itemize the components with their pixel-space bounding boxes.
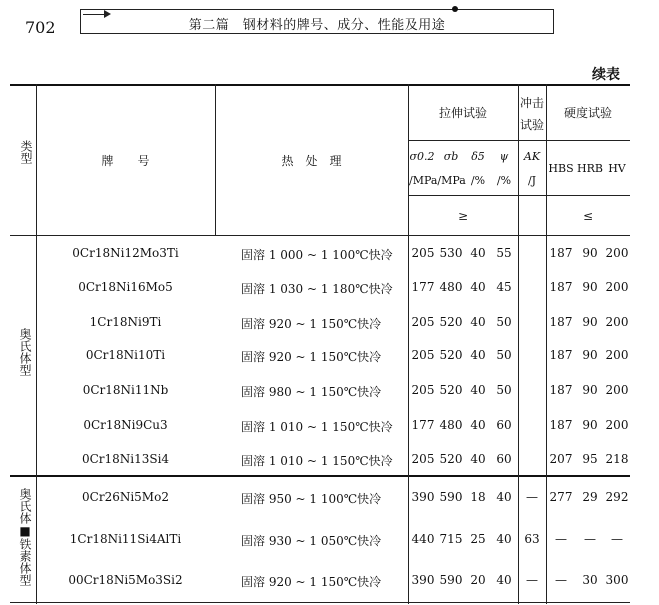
header-heat-treatment: 热 处 理 bbox=[281, 154, 342, 168]
header-grade: 牌 号 bbox=[101, 154, 150, 168]
sigmab-cell: 530 bbox=[439, 246, 463, 260]
hbs-cell: — bbox=[555, 532, 567, 546]
delta5-cell: 40 bbox=[470, 348, 486, 362]
header-sub-rule-2 bbox=[408, 195, 630, 196]
header-psi: ψ bbox=[499, 150, 509, 163]
delta5-cell: 40 bbox=[470, 315, 486, 329]
sigmab-cell: 480 bbox=[439, 418, 463, 432]
header-sigmab: σb bbox=[443, 150, 459, 163]
grade-cell: 1Cr18Ni9Ti bbox=[89, 315, 162, 329]
psi-cell: 40 bbox=[496, 532, 512, 546]
heat-treatment-cell: 固溶 920 ~ 1 150℃快冷 bbox=[241, 575, 382, 589]
heat-treatment-cell: 固溶 920 ~ 1 150℃快冷 bbox=[241, 317, 382, 331]
psi-cell: 45 bbox=[496, 280, 512, 294]
hbs-cell: 187 bbox=[549, 418, 573, 432]
header-type: 类型 bbox=[19, 140, 33, 164]
delta5-cell: 40 bbox=[470, 280, 486, 294]
header-ak: AK bbox=[523, 150, 541, 163]
hbs-cell: 277 bbox=[549, 490, 573, 504]
header-hbs: HBS bbox=[548, 162, 574, 175]
sigmab-cell: 480 bbox=[439, 280, 463, 294]
hv-cell: 200 bbox=[605, 383, 629, 397]
header-unit-mpa: /MPa/MPa bbox=[409, 174, 466, 187]
hrb-cell: 90 bbox=[582, 280, 598, 294]
heat-treatment-cell: 固溶 1 030 ~ 1 180℃快冷 bbox=[241, 282, 393, 296]
hrb-cell: 90 bbox=[582, 418, 598, 432]
sigma02-cell: 205 bbox=[411, 383, 435, 397]
psi-cell: 60 bbox=[496, 418, 512, 432]
hrb-cell: 30 bbox=[582, 573, 598, 587]
sigma02-cell: 205 bbox=[411, 315, 435, 329]
sigma02-cell: 177 bbox=[411, 280, 435, 294]
hbs-cell: 187 bbox=[549, 348, 573, 362]
hv-cell: — bbox=[611, 532, 623, 546]
delta5-cell: 40 bbox=[470, 418, 486, 432]
grade-cell: 0Cr18Ni11Nb bbox=[82, 383, 169, 397]
grade-cell: 0Cr18Ni13Si4 bbox=[81, 452, 170, 466]
header-unit-pct1: /% bbox=[470, 174, 486, 187]
group-divider-rule bbox=[10, 475, 630, 477]
header-sub-rule bbox=[408, 140, 630, 141]
sigma02-cell: 205 bbox=[411, 348, 435, 362]
hbs-cell: 187 bbox=[549, 315, 573, 329]
heat-treatment-cell: 固溶 920 ~ 1 150℃快冷 bbox=[241, 350, 382, 364]
delta5-cell: 40 bbox=[470, 246, 486, 260]
hv-cell: 218 bbox=[605, 452, 629, 466]
table-top-rule bbox=[10, 84, 630, 86]
hrb-cell: — bbox=[584, 532, 596, 546]
page-number: 702 bbox=[25, 18, 56, 37]
heat-treatment-cell: 固溶 1 000 ~ 1 100℃快冷 bbox=[241, 248, 393, 262]
hrb-cell: 90 bbox=[582, 383, 598, 397]
hrb-cell: 90 bbox=[582, 315, 598, 329]
header-ge: ≥ bbox=[457, 209, 469, 223]
ak-cell: — bbox=[526, 490, 538, 504]
header-bottom-rule bbox=[10, 235, 630, 236]
table-bottom-rule bbox=[10, 602, 630, 603]
sigmab-cell: 520 bbox=[439, 383, 463, 397]
sigma02-cell: 440 bbox=[411, 532, 435, 546]
header-impact-line1: 冲击 bbox=[519, 96, 544, 110]
hbs-cell: 187 bbox=[549, 280, 573, 294]
hv-cell: 200 bbox=[605, 246, 629, 260]
hbs-cell: 207 bbox=[549, 452, 573, 466]
sigmab-cell: 520 bbox=[439, 315, 463, 329]
sigma02-cell: 390 bbox=[411, 573, 435, 587]
heat-treatment-cell: 固溶 1 010 ~ 1 150℃快冷 bbox=[241, 420, 393, 434]
hv-cell: 300 bbox=[605, 573, 629, 587]
hv-cell: 200 bbox=[605, 348, 629, 362]
hv-cell: 200 bbox=[605, 280, 629, 294]
header-le: ≤ bbox=[582, 209, 594, 223]
sigmab-cell: 520 bbox=[439, 452, 463, 466]
delta5-cell: 25 bbox=[470, 532, 486, 546]
header-dot-line bbox=[458, 9, 554, 10]
header-hrb: HRB bbox=[577, 162, 603, 175]
hrb-cell: 90 bbox=[582, 348, 598, 362]
grade-cell: 0Cr18Ni12Mo3Ti bbox=[72, 246, 179, 260]
hv-cell: 200 bbox=[605, 315, 629, 329]
psi-cell: 40 bbox=[496, 573, 512, 587]
sigmab-cell: 520 bbox=[439, 348, 463, 362]
delta5-cell: 40 bbox=[470, 452, 486, 466]
ak-cell: — bbox=[526, 573, 538, 587]
hbs-cell: — bbox=[555, 573, 567, 587]
sigma02-cell: 390 bbox=[411, 490, 435, 504]
psi-cell: 50 bbox=[496, 383, 512, 397]
hv-cell: 292 bbox=[605, 490, 629, 504]
grade-cell: 0Cr18Ni10Ti bbox=[85, 348, 166, 362]
group-type-austenitic: 奥氏体型 bbox=[18, 328, 32, 376]
hrb-cell: 29 bbox=[582, 490, 598, 504]
hrb-cell: 95 bbox=[582, 452, 598, 466]
delta5-cell: 18 bbox=[470, 490, 486, 504]
grade-cell: 00Cr18Ni5Mo3Si2 bbox=[68, 573, 183, 587]
hbs-cell: 187 bbox=[549, 383, 573, 397]
psi-cell: 50 bbox=[496, 348, 512, 362]
sigma02-cell: 177 bbox=[411, 418, 435, 432]
header-hardness-test: 硬度试验 bbox=[563, 106, 612, 120]
header-unit-j: /J bbox=[527, 174, 537, 187]
grade-cell: 0Cr18Ni16Mo5 bbox=[78, 280, 173, 294]
sigma02-cell: 205 bbox=[411, 246, 435, 260]
header-hv: HV bbox=[608, 162, 626, 175]
header-impact-line2: 试验 bbox=[519, 118, 544, 132]
sigmab-cell: 715 bbox=[439, 532, 463, 546]
sigmab-cell: 590 bbox=[439, 490, 463, 504]
sigmab-cell: 590 bbox=[439, 573, 463, 587]
psi-cell: 55 bbox=[496, 246, 512, 260]
grade-cell: 1Cr18Ni11Si4AlTi bbox=[69, 532, 182, 546]
hrb-cell: 90 bbox=[582, 246, 598, 260]
sigma02-cell: 205 bbox=[411, 452, 435, 466]
heat-treatment-cell: 固溶 950 ~ 1 100℃快冷 bbox=[241, 492, 382, 506]
header-sigma02: σ0.2 bbox=[409, 150, 435, 163]
hbs-cell: 187 bbox=[549, 246, 573, 260]
header-unit-pct2: /% bbox=[496, 174, 512, 187]
delta5-cell: 20 bbox=[470, 573, 486, 587]
ak-cell: 63 bbox=[524, 532, 540, 546]
psi-cell: 60 bbox=[496, 452, 512, 466]
header-tensile-test: 拉伸试验 bbox=[438, 106, 487, 120]
hv-cell: 200 bbox=[605, 418, 629, 432]
heat-treatment-cell: 固溶 930 ~ 1 050℃快冷 bbox=[241, 534, 382, 548]
continued-label: 续表 bbox=[592, 67, 620, 83]
heat-treatment-cell: 固溶 980 ~ 1 150℃快冷 bbox=[241, 385, 382, 399]
psi-cell: 50 bbox=[496, 315, 512, 329]
group-type-duplex: 奥氏体■铁素体型 bbox=[18, 488, 32, 586]
header-delta5: δ5 bbox=[471, 150, 485, 163]
header-title: 第二篇 钢材料的牌号、成分、性能及用途 bbox=[188, 18, 446, 33]
grade-cell: 0Cr18Ni9Cu3 bbox=[83, 418, 168, 432]
heat-treatment-cell: 固溶 1 010 ~ 1 150℃快冷 bbox=[241, 454, 393, 468]
delta5-cell: 40 bbox=[470, 383, 486, 397]
psi-cell: 40 bbox=[496, 490, 512, 504]
grade-cell: 0Cr26Ni5Mo2 bbox=[82, 490, 169, 504]
col-rule-impact bbox=[546, 84, 547, 604]
